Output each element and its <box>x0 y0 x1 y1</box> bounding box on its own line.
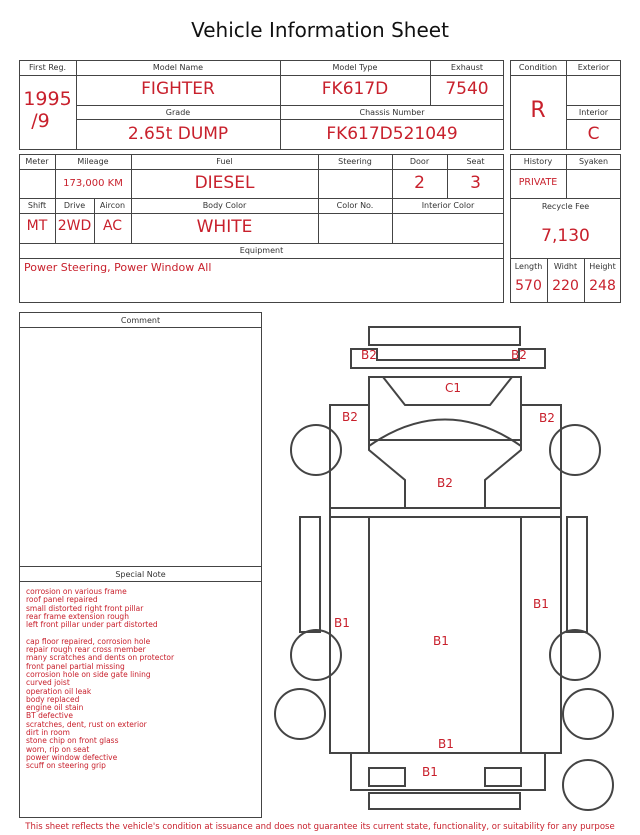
note-item: scratches, dent, rust on exterior <box>26 719 147 729</box>
first-reg-year: 1995 <box>23 88 72 110</box>
condition-value: R <box>530 98 546 123</box>
page-title: Vehicle Information Sheet <box>191 18 449 42</box>
grade-value: 2.65t DUMP <box>127 124 229 144</box>
model-name-label: Model Name <box>152 63 204 72</box>
width-value: 220 <box>552 278 579 294</box>
drive-label: Drive <box>63 201 86 210</box>
mileage-value: 173,000 KM <box>63 178 123 189</box>
mark-b2-side-right: B2 <box>539 411 555 425</box>
rear-light-right <box>485 768 521 786</box>
note-item: corrosion on various frame <box>26 587 127 596</box>
note-item: front panel partial missing <box>26 661 125 671</box>
note-item: rear frame extension rough <box>26 611 129 621</box>
history-label: History <box>523 157 553 166</box>
width-label: Widht <box>553 262 578 271</box>
note-item: BT defective <box>26 711 73 721</box>
body-color-value: WHITE <box>196 217 253 237</box>
mark-b2-side-left: B2 <box>342 410 358 424</box>
recycle-fee-label: Recycle Fee <box>541 202 590 211</box>
condition-label: Condition <box>518 63 558 72</box>
shift-value: MT <box>26 218 48 234</box>
note-item: power window defective <box>26 752 118 762</box>
dump-bed <box>330 508 561 753</box>
note-item: corrosion hole on side gate lining <box>26 669 151 679</box>
special-note-list <box>26 588 258 771</box>
note-item: scuff on steering grip <box>26 761 106 771</box>
rear-right-wheel-front <box>550 630 600 680</box>
drive-value: 2WD <box>57 218 92 234</box>
aircon-value: AC <box>102 218 123 234</box>
length-label: Length <box>514 262 543 271</box>
mark-b2-cab: B2 <box>437 476 453 490</box>
note-item: stone chip on front glass <box>26 736 119 746</box>
front-bumper <box>369 327 520 345</box>
height-label: Height <box>589 262 616 271</box>
front-left-wheel <box>291 425 341 475</box>
cab-roof-arc <box>369 420 521 447</box>
model-type-label: Model Type <box>332 63 378 72</box>
door-label: Door <box>409 157 430 166</box>
exhaust-label: Exhaust <box>450 63 484 72</box>
fuel-label: Fuel <box>216 157 233 166</box>
history-value: PRIVATE <box>518 177 558 188</box>
chassis-label: Chassis Number <box>359 108 425 117</box>
first-reg-month: /9 <box>31 110 50 132</box>
body-color-label: Body Color <box>202 201 247 210</box>
mark-b2-top-right: B2 <box>511 348 527 362</box>
front-right-wheel <box>550 425 600 475</box>
recycle-fee-value: 7,130 <box>541 226 590 246</box>
rear-bumper <box>369 793 520 809</box>
interior-value: C <box>587 124 600 144</box>
note-item: worn, rip on seat <box>26 744 90 754</box>
note-item: many scratches and dents on protector <box>26 653 175 663</box>
meter-label: Meter <box>25 157 49 166</box>
exterior-label: Exterior <box>577 63 610 72</box>
left-side-rail <box>300 517 320 632</box>
aircon-label: Aircon <box>99 201 126 210</box>
syaken-label: Syaken <box>578 157 609 166</box>
equipment-value: Power Steering, Power Window All <box>24 261 212 274</box>
mileage-label: Mileage <box>77 157 109 166</box>
note-item: body replaced <box>26 694 80 704</box>
note-item: cap floor repaired, corrosion hole <box>26 636 151 646</box>
footer-disclaimer: This sheet reflects the vehicle's condition at issuance and does not guarantee its current state, functionality, or suitability for any purpose <box>25 822 615 832</box>
note-item: left front pillar under part distorted <box>26 620 158 630</box>
first-reg-label: First Reg. <box>28 63 67 72</box>
mark-b2-top-left: B2 <box>361 348 377 362</box>
model-name-value: FIGHTER <box>141 79 215 99</box>
interior-label: Interior <box>578 108 609 117</box>
note-item: repair rough rear cross member <box>26 645 146 655</box>
rear-gate <box>351 753 545 790</box>
interior-color-label: Interior Color <box>421 201 475 210</box>
note-item: operation oil leak <box>26 686 92 696</box>
door-value: 2 <box>414 173 425 193</box>
color-no-label: Color No. <box>336 201 374 210</box>
length-value: 570 <box>515 278 542 294</box>
shift-label: Shift <box>27 201 47 210</box>
rear-left-wheel-rear <box>275 689 325 739</box>
special-note-label: Special Note <box>115 570 166 579</box>
equipment-label: Equipment <box>239 246 284 255</box>
note-item: small distorted right front pillar <box>26 603 144 613</box>
height-value: 248 <box>589 278 616 294</box>
steering-label: Steering <box>338 157 372 166</box>
rear-light-left <box>369 768 405 786</box>
seat-label: Seat <box>466 157 485 166</box>
mark-b1-bottom: B1 <box>422 765 438 779</box>
note-item: curved joist <box>26 678 70 688</box>
mark-b1-center: B1 <box>433 634 449 648</box>
fuel-value: DIESEL <box>194 173 255 193</box>
mark-b1-rear: B1 <box>438 737 454 751</box>
model-type-value: FK617D <box>321 79 389 99</box>
comment-label: Comment <box>120 316 161 325</box>
mark-b1-right: B1 <box>533 597 549 611</box>
rear-left-wheel-front <box>291 630 341 680</box>
note-item: engine oil stain <box>26 703 84 713</box>
exhaust-value: 7540 <box>445 79 489 99</box>
mark-b1-left: B1 <box>334 616 350 630</box>
note-item: roof panel repaired <box>26 595 98 605</box>
chassis-value: FK617D521049 <box>326 124 458 144</box>
note-item: dirt in room <box>26 728 70 738</box>
seat-value: 3 <box>470 173 481 193</box>
grade-label: Grade <box>165 108 191 117</box>
rear-spare-wheel <box>563 760 613 810</box>
truck-damage-diagram <box>270 318 630 818</box>
mark-c1: C1 <box>445 381 462 395</box>
right-side-rail <box>567 517 587 632</box>
rear-right-wheel-rear <box>563 689 613 739</box>
